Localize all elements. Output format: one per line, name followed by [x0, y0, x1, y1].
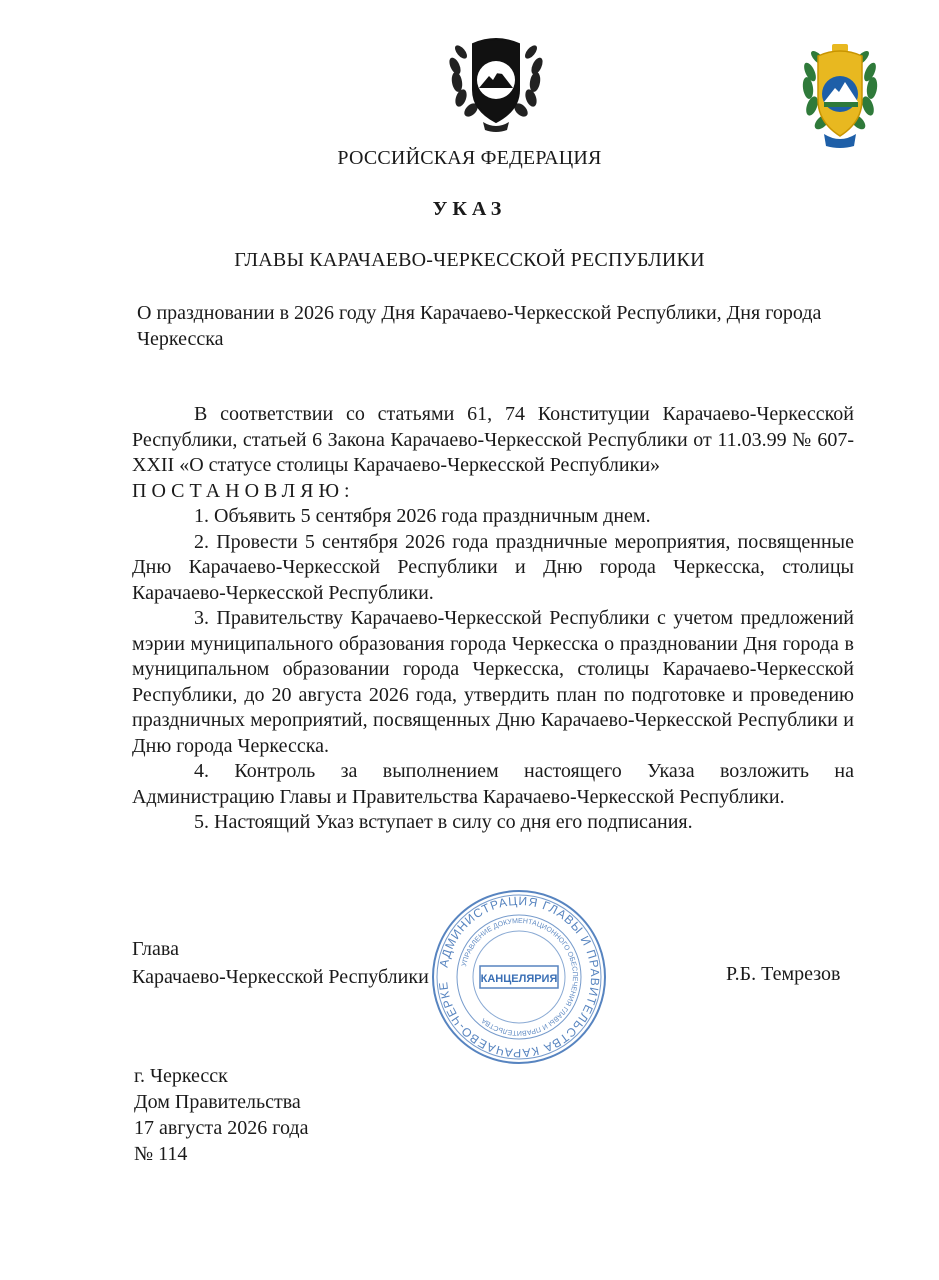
- decree-item-4: 4. Контроль за выполнением настоящего Указа возложить на Администрацию Главы и Правительства Карачаево-Черкесской Республики.: [132, 760, 854, 808]
- decree-number: № 114: [134, 1143, 188, 1165]
- issue-city: г. Черкесск: [134, 1065, 228, 1087]
- authority-heading: ГЛАВЫ КАРАЧАЕВО-ЧЕРКЕССКОЙ РЕСПУБЛИКИ: [234, 249, 705, 271]
- decree-item-5: 5. Настоящий Указ вступает в силу со дня его подписания.: [194, 811, 693, 833]
- official-stamp: [430, 888, 608, 1066]
- issue-details: [134, 1063, 308, 1167]
- preamble-paragraph: В соответствии со статьями 61, 74 Конституции Карачаево-Черкесской Республики, статьей 6 Закона Карачаево-Черкесской Республики от 11.03.99 № 607-XXII «О статусе столицы Карачаево-Черкесской Республики»: [132, 403, 854, 476]
- signatory-title-line-2: Карачаево-Черкесской Республики: [132, 966, 429, 988]
- issue-building: Дом Правительства: [134, 1091, 301, 1113]
- coat-of-arms-monochrome-icon: [443, 30, 549, 134]
- document-body: [132, 402, 854, 836]
- decree-item-3: 3. Правительству Карачаево-Черкесской Республики с учетом предложений мэрии муниципального образования города Черкесска о праздновании Дня города в муниципальном образовании города Черкесска, столицы Карачаево-Черкесской Республики, до 20 августа 2026 года, утвердить план по подготовке и проведению праздничных мероприятий, посвященных Дню Карачаево-Черкесской Республики и Дню города Черкесска.: [132, 607, 854, 757]
- decree-item-2: 2. Провести 5 сентября 2026 года праздничные мероприятия, посвященные Дню Карачаево-Черкесской Республики и Дню города Черкесска, столицы Карачаево-Черкесской Республики.: [132, 530, 854, 604]
- document-subject: О праздновании в 2026 году Дня Карачаево-Черкесской Республики, Дня города Черкесска: [137, 302, 822, 350]
- signatory-title-line-1: Глава: [132, 938, 179, 960]
- document-type-heading: УКАЗ: [432, 198, 507, 220]
- resolve-word: ПОСТАНОВЛЯЮ:: [132, 479, 355, 502]
- issue-date: 17 августа 2026 года: [134, 1117, 309, 1139]
- signatory-name: Р.Б. Темрезов: [726, 963, 841, 985]
- country-heading: РОССИЙСКАЯ ФЕДЕРАЦИЯ: [337, 147, 602, 169]
- stamp-center-text: КАНЦЕЛЯРИЯ: [480, 973, 558, 985]
- stamp-inner-text: УПРАВЛЕНИЕ ДОКУМЕНТАЦИОННОГО ОБЕСПЕЧЕНИЯ ГЛАВЫ И ПРАВИТЕЛЬСТВА: [461, 917, 579, 1037]
- coat-of-arms-color-icon: [798, 42, 882, 150]
- stamp-outer-text: АДМИНИСТРАЦИЯ ГЛАВЫ И ПРАВИТЕЛЬСТВА КАРАЧАЕВО-ЧЕРКЕ: [436, 893, 603, 1061]
- decree-item-1: 1. Объявить 5 сентября 2026 года праздничным днем.: [194, 505, 651, 527]
